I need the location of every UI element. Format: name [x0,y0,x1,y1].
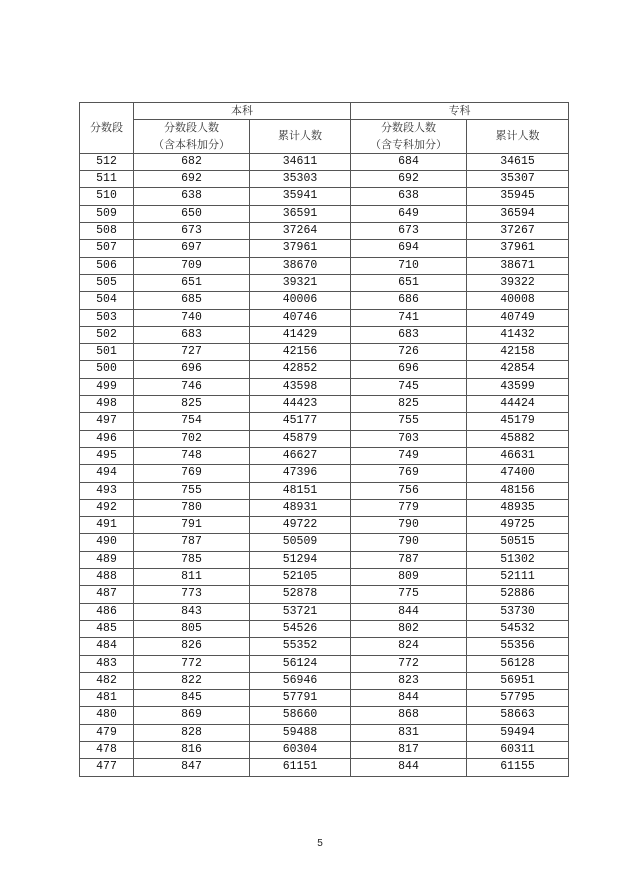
benke-count-cell: 673 [134,223,250,240]
benke-cumulative-cell: 56946 [250,672,351,689]
zhuanke-count-cell: 756 [351,482,467,499]
benke-count-cell: 780 [134,499,250,516]
zhuanke-cumulative-cell: 48935 [467,499,569,516]
zhuanke-count-cell: 703 [351,430,467,447]
zhuanke-cumulative-cell: 50515 [467,534,569,551]
benke-count-cell: 650 [134,205,250,222]
zhuanke-count-cell: 696 [351,361,467,378]
score-cell: 494 [80,465,134,482]
table-row [80,396,569,413]
zhuanke-count-cell: 686 [351,292,467,309]
table-row [80,707,569,724]
zhuanke-count-cell: 749 [351,447,467,464]
table-row [80,517,569,534]
benke-count-cell: 816 [134,741,250,758]
zhuanke-cumulative-cell: 46631 [467,447,569,464]
benke-cumulative-cell: 43598 [250,378,351,395]
zhuanke-count-cell: 825 [351,396,467,413]
zhuanke-count-cell: 868 [351,707,467,724]
benke-count-cell: 709 [134,257,250,274]
zhuanke-count-cell: 831 [351,724,467,741]
benke-count-cell: 696 [134,361,250,378]
score-cell: 491 [80,517,134,534]
zhuanke-count-cell: 802 [351,620,467,637]
zhuanke-count-cell: 649 [351,205,467,222]
benke-cumulative-cell: 54526 [250,620,351,637]
table-row [80,672,569,689]
score-cell: 505 [80,274,134,291]
benke-cumulative-cell: 57791 [250,690,351,707]
table-row [80,690,569,707]
benke-count-cell: 825 [134,396,250,413]
zhuanke-count-cell: 809 [351,569,467,586]
score-cell: 508 [80,223,134,240]
zhuanke-count-cell: 694 [351,240,467,257]
score-cell: 498 [80,396,134,413]
zhuanke-count-cell: 844 [351,759,467,776]
benke-cumulative-cell: 44423 [250,396,351,413]
zhuanke-cumulative-cell: 45179 [467,413,569,430]
score-cell: 477 [80,759,134,776]
zhuanke-cumulative-cell: 61155 [467,759,569,776]
zhuanke-count-cell: 692 [351,171,467,188]
zhuanke-cumulative-cell: 51302 [467,551,569,568]
zhuanke-count-cell: 823 [351,672,467,689]
header-benke-cumulative: 累计人数 [250,120,351,154]
benke-cumulative-cell: 47396 [250,465,351,482]
benke-cumulative-cell: 58660 [250,707,351,724]
table-row [80,378,569,395]
table-row [80,240,569,257]
score-cell: 479 [80,724,134,741]
benke-cumulative-cell: 48151 [250,482,351,499]
zhuanke-cumulative-cell: 39322 [467,274,569,291]
score-cell: 482 [80,672,134,689]
benke-count-cell: 754 [134,413,250,430]
header-benke-count-line2: （含本科加分） [153,137,230,151]
table-row [80,205,569,222]
zhuanke-count-cell: 755 [351,413,467,430]
table-row [80,223,569,240]
zhuanke-cumulative-cell: 54532 [467,620,569,637]
table-row [80,274,569,291]
benke-cumulative-cell: 59488 [250,724,351,741]
benke-count-cell: 746 [134,378,250,395]
table-row [80,413,569,430]
benke-count-cell: 702 [134,430,250,447]
score-cell: 490 [80,534,134,551]
benke-cumulative-cell: 39321 [250,274,351,291]
benke-count-cell: 773 [134,586,250,603]
benke-count-cell: 683 [134,326,250,343]
benke-count-cell: 740 [134,309,250,326]
zhuanke-cumulative-cell: 55356 [467,638,569,655]
benke-cumulative-cell: 60304 [250,741,351,758]
zhuanke-cumulative-cell: 56951 [467,672,569,689]
table-row [80,482,569,499]
score-cell: 493 [80,482,134,499]
zhuanke-count-cell: 683 [351,326,467,343]
zhuanke-count-cell: 726 [351,344,467,361]
score-cell: 500 [80,361,134,378]
score-cell: 506 [80,257,134,274]
score-cell: 484 [80,638,134,655]
score-cell: 512 [80,153,134,170]
table-row [80,326,569,343]
zhuanke-cumulative-cell: 40749 [467,309,569,326]
score-cell: 503 [80,309,134,326]
header-zhuanke: 专科 [351,103,569,120]
table-row [80,153,569,170]
zhuanke-cumulative-cell: 38671 [467,257,569,274]
benke-count-cell: 811 [134,569,250,586]
score-cell: 487 [80,586,134,603]
zhuanke-cumulative-cell: 43599 [467,378,569,395]
score-cell: 509 [80,205,134,222]
benke-count-cell: 682 [134,153,250,170]
zhuanke-cumulative-cell: 48156 [467,482,569,499]
table-row [80,292,569,309]
zhuanke-cumulative-cell: 35307 [467,171,569,188]
zhuanke-cumulative-cell: 52886 [467,586,569,603]
table-row [80,569,569,586]
benke-cumulative-cell: 55352 [250,638,351,655]
benke-cumulative-cell: 35941 [250,188,351,205]
zhuanke-cumulative-cell: 42854 [467,361,569,378]
zhuanke-cumulative-cell: 49725 [467,517,569,534]
benke-cumulative-cell: 46627 [250,447,351,464]
benke-cumulative-cell: 53721 [250,603,351,620]
score-cell: 492 [80,499,134,516]
table-row [80,551,569,568]
benke-count-cell: 697 [134,240,250,257]
table-row [80,534,569,551]
header-benke-count-line1: 分数段人数 [164,121,219,135]
zhuanke-cumulative-cell: 42158 [467,344,569,361]
table-row [80,344,569,361]
zhuanke-count-cell: 787 [351,551,467,568]
benke-cumulative-cell: 34611 [250,153,351,170]
score-cell: 510 [80,188,134,205]
benke-cumulative-cell: 40006 [250,292,351,309]
benke-count-cell: 692 [134,171,250,188]
zhuanke-count-cell: 741 [351,309,467,326]
score-cell: 504 [80,292,134,309]
zhuanke-count-cell: 844 [351,690,467,707]
table-row [80,361,569,378]
benke-count-cell: 847 [134,759,250,776]
benke-cumulative-cell: 41429 [250,326,351,343]
benke-count-cell: 755 [134,482,250,499]
table-row [80,620,569,637]
benke-cumulative-cell: 56124 [250,655,351,672]
zhuanke-count-cell: 772 [351,655,467,672]
benke-cumulative-cell: 49722 [250,517,351,534]
score-cell: 495 [80,447,134,464]
table-row [80,759,569,776]
benke-count-cell: 787 [134,534,250,551]
score-cell: 499 [80,378,134,395]
header-zhuanke-count-line1: 分数段人数 [381,121,436,135]
header-benke: 本科 [134,103,351,120]
zhuanke-cumulative-cell: 60311 [467,741,569,758]
zhuanke-count-cell: 745 [351,378,467,395]
zhuanke-count-cell: 817 [351,741,467,758]
benke-cumulative-cell: 45879 [250,430,351,447]
table-header [80,103,569,154]
benke-count-cell: 769 [134,465,250,482]
header-score-segment: 分数段 [80,103,134,154]
table-row [80,655,569,672]
benke-count-cell: 805 [134,620,250,637]
table-row [80,586,569,603]
benke-cumulative-cell: 38670 [250,257,351,274]
benke-cumulative-cell: 35303 [250,171,351,188]
score-cell: 496 [80,430,134,447]
score-cell: 488 [80,569,134,586]
benke-cumulative-cell: 42852 [250,361,351,378]
score-cell: 489 [80,551,134,568]
score-cell: 481 [80,690,134,707]
zhuanke-cumulative-cell: 40008 [467,292,569,309]
table-body [80,153,569,776]
table-row [80,465,569,482]
zhuanke-cumulative-cell: 56128 [467,655,569,672]
table-row [80,499,569,516]
score-cell: 497 [80,413,134,430]
score-cell: 507 [80,240,134,257]
zhuanke-cumulative-cell: 57795 [467,690,569,707]
table-row [80,430,569,447]
benke-count-cell: 772 [134,655,250,672]
benke-count-cell: 685 [134,292,250,309]
score-cell: 501 [80,344,134,361]
table-row [80,638,569,655]
zhuanke-cumulative-cell: 59494 [467,724,569,741]
benke-cumulative-cell: 42156 [250,344,351,361]
zhuanke-cumulative-cell: 58663 [467,707,569,724]
benke-count-cell: 651 [134,274,250,291]
header-zhuanke-count [351,120,467,154]
zhuanke-count-cell: 775 [351,586,467,603]
zhuanke-cumulative-cell: 52111 [467,569,569,586]
zhuanke-cumulative-cell: 53730 [467,603,569,620]
zhuanke-count-cell: 790 [351,534,467,551]
score-cell: 480 [80,707,134,724]
benke-cumulative-cell: 52105 [250,569,351,586]
score-cell: 486 [80,603,134,620]
zhuanke-count-cell: 790 [351,517,467,534]
benke-count-cell: 822 [134,672,250,689]
zhuanke-cumulative-cell: 41432 [467,326,569,343]
table-row [80,257,569,274]
benke-count-cell: 826 [134,638,250,655]
table-row [80,603,569,620]
benke-count-cell: 845 [134,690,250,707]
benke-cumulative-cell: 37264 [250,223,351,240]
zhuanke-count-cell: 824 [351,638,467,655]
zhuanke-count-cell: 710 [351,257,467,274]
zhuanke-count-cell: 779 [351,499,467,516]
benke-count-cell: 748 [134,447,250,464]
benke-cumulative-cell: 52878 [250,586,351,603]
table-row [80,188,569,205]
benke-count-cell: 843 [134,603,250,620]
score-cell: 502 [80,326,134,343]
benke-cumulative-cell: 61151 [250,759,351,776]
benke-cumulative-cell: 50509 [250,534,351,551]
table-row [80,309,569,326]
benke-cumulative-cell: 45177 [250,413,351,430]
benke-cumulative-cell: 40746 [250,309,351,326]
zhuanke-count-cell: 844 [351,603,467,620]
benke-cumulative-cell: 51294 [250,551,351,568]
zhuanke-cumulative-cell: 36594 [467,205,569,222]
table-row [80,171,569,188]
benke-cumulative-cell: 48931 [250,499,351,516]
zhuanke-cumulative-cell: 44424 [467,396,569,413]
zhuanke-count-cell: 638 [351,188,467,205]
score-cell: 511 [80,171,134,188]
table-row [80,741,569,758]
table-row [80,724,569,741]
zhuanke-cumulative-cell: 34615 [467,153,569,170]
score-cell: 483 [80,655,134,672]
zhuanke-count-cell: 673 [351,223,467,240]
benke-count-cell: 828 [134,724,250,741]
zhuanke-cumulative-cell: 35945 [467,188,569,205]
benke-cumulative-cell: 37961 [250,240,351,257]
benke-count-cell: 727 [134,344,250,361]
header-zhuanke-cumulative: 累计人数 [467,120,569,154]
table-row [80,447,569,464]
page-number: 5 [317,838,323,849]
benke-count-cell: 785 [134,551,250,568]
benke-cumulative-cell: 36591 [250,205,351,222]
score-distribution-table [79,102,569,777]
zhuanke-cumulative-cell: 45882 [467,430,569,447]
benke-count-cell: 791 [134,517,250,534]
zhuanke-cumulative-cell: 37267 [467,223,569,240]
score-cell: 485 [80,620,134,637]
zhuanke-cumulative-cell: 37961 [467,240,569,257]
zhuanke-count-cell: 684 [351,153,467,170]
benke-count-cell: 638 [134,188,250,205]
header-benke-count [134,120,250,154]
zhuanke-count-cell: 651 [351,274,467,291]
zhuanke-cumulative-cell: 47400 [467,465,569,482]
benke-count-cell: 869 [134,707,250,724]
header-zhuanke-count-line2: （含专科加分） [370,137,447,151]
zhuanke-count-cell: 769 [351,465,467,482]
score-cell: 478 [80,741,134,758]
